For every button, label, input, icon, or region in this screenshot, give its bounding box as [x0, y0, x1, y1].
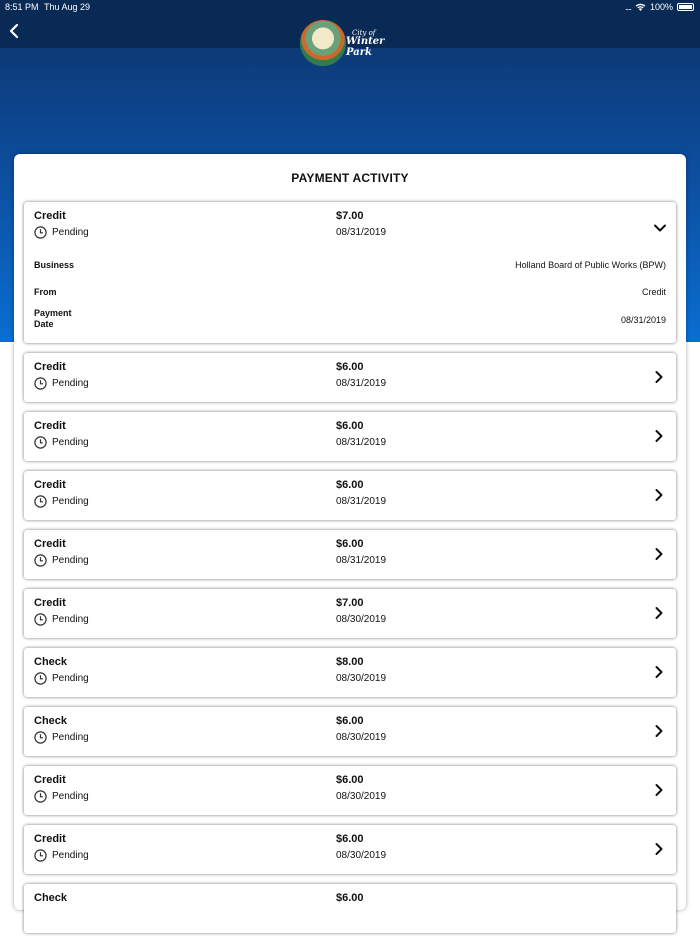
- status-text: Pending: [52, 732, 89, 743]
- payment-status: [34, 377, 89, 390]
- clock-icon: [34, 436, 47, 449]
- payment-type: Check: [34, 656, 68, 668]
- detail-value: Credit: [641, 287, 666, 297]
- payment-list: [24, 202, 676, 943]
- detail-label: Business: [34, 260, 75, 270]
- payment-item[interactable]: [24, 884, 676, 933]
- page-title: PAYMENT ACTIVITY: [291, 171, 409, 185]
- chevron-right-icon[interactable]: [652, 547, 666, 561]
- payment-date: 08/31/2019: [336, 437, 387, 448]
- chevron-right-icon[interactable]: [652, 606, 666, 620]
- payment-status: [34, 226, 89, 239]
- logo-seal-icon: [300, 20, 346, 66]
- clock-icon: [34, 849, 47, 862]
- status-text: Pending: [52, 437, 89, 448]
- chevron-right-icon[interactable]: [652, 665, 666, 679]
- clock-icon: [34, 495, 47, 508]
- payment-type: Credit: [34, 833, 66, 845]
- payment-type: Credit: [34, 774, 66, 786]
- status-text: Pending: [52, 227, 89, 238]
- payment-status: [34, 790, 89, 803]
- battery-icon: [677, 3, 694, 11]
- status-date: Thu Aug 29: [44, 2, 91, 12]
- payment-amount: $6.00: [336, 892, 364, 904]
- payment-amount: $7.00: [336, 597, 364, 609]
- status-bar: [0, 0, 700, 14]
- chevron-right-icon[interactable]: [652, 429, 666, 443]
- status-text: Pending: [52, 850, 89, 861]
- chevron-right-icon[interactable]: [652, 370, 666, 384]
- payment-date: 08/30/2019: [336, 673, 387, 684]
- payment-item-expanded[interactable]: [24, 202, 676, 343]
- status-text: Pending: [52, 791, 89, 802]
- payment-amount: $8.00: [336, 656, 364, 668]
- payment-status: [34, 613, 89, 626]
- payment-item[interactable]: [24, 471, 676, 520]
- payment-item[interactable]: [24, 825, 676, 874]
- clock-icon: [34, 672, 47, 685]
- payment-status: [34, 672, 89, 685]
- detail-label: Payment Date: [34, 308, 72, 329]
- payment-type: Credit: [34, 210, 66, 222]
- status-text: Pending: [52, 496, 89, 507]
- payment-item[interactable]: [24, 589, 676, 638]
- payment-activity-card: [14, 154, 686, 910]
- payment-type: Check: [34, 715, 68, 727]
- status-text: Pending: [52, 614, 89, 625]
- status-text: Pending: [52, 378, 89, 389]
- chevron-right-icon[interactable]: [652, 488, 666, 502]
- navigation-bar: [0, 0, 700, 58]
- payment-date: 08/30/2019: [336, 791, 387, 802]
- detail-value: Holland Board of Public Works (BPW): [515, 260, 666, 270]
- payment-amount: $6.00: [336, 479, 364, 491]
- chevron-right-icon[interactable]: [652, 724, 666, 738]
- payment-type: Credit: [34, 597, 66, 609]
- payment-type: Credit: [34, 420, 66, 432]
- clock-icon: [34, 554, 47, 567]
- status-text: Pending: [52, 555, 89, 566]
- payment-amount: $7.00: [336, 210, 364, 222]
- payment-type: Credit: [34, 361, 66, 373]
- payment-type: Credit: [34, 479, 66, 491]
- payment-date: 08/30/2019: [336, 850, 387, 861]
- payment-amount: $6.00: [336, 420, 364, 432]
- logo-text-small: City of: [352, 29, 376, 37]
- payment-date: 08/31/2019: [336, 555, 387, 566]
- payment-item[interactable]: [24, 766, 676, 815]
- back-chevron-icon[interactable]: [7, 22, 23, 40]
- status-text: Pending: [52, 673, 89, 684]
- payment-item[interactable]: [24, 353, 676, 402]
- status-time: 8:51 PM: [5, 2, 39, 12]
- detail-value: 08/31/2019: [620, 315, 666, 325]
- logo-text-name: Winter Park: [346, 36, 385, 58]
- wifi-icon: [635, 3, 646, 11]
- payment-status: [34, 436, 89, 449]
- chevron-right-icon[interactable]: [652, 842, 666, 856]
- detail-label: From: [34, 287, 57, 297]
- payment-item[interactable]: [24, 530, 676, 579]
- payment-type: Check: [34, 892, 68, 904]
- clock-icon: [34, 731, 47, 744]
- city-logo: [298, 20, 398, 58]
- cellular-icon: ....: [624, 2, 631, 12]
- payment-type: Credit: [34, 538, 66, 550]
- payment-amount: $6.00: [336, 774, 364, 786]
- payment-item[interactable]: [24, 648, 676, 697]
- payment-date: 08/30/2019: [336, 614, 387, 625]
- payment-date: 08/31/2019: [336, 378, 387, 389]
- chevron-down-icon[interactable]: [653, 221, 667, 235]
- payment-amount: $6.00: [336, 833, 364, 845]
- payment-amount: $6.00: [336, 538, 364, 550]
- payment-status: [34, 495, 89, 508]
- status-indicators: [625, 2, 694, 12]
- payment-date: 08/31/2019: [336, 227, 387, 238]
- payment-date: 08/31/2019: [336, 496, 387, 507]
- chevron-right-icon[interactable]: [652, 783, 666, 797]
- payment-item[interactable]: [24, 707, 676, 756]
- clock-icon: [34, 377, 47, 390]
- payment-amount: $6.00: [336, 715, 364, 727]
- clock-icon: [34, 226, 47, 239]
- payment-status: [34, 849, 89, 862]
- payment-item[interactable]: [24, 412, 676, 461]
- payment-amount: $6.00: [336, 361, 364, 373]
- payment-status: [34, 554, 89, 567]
- payment-date: 08/30/2019: [336, 732, 387, 743]
- payment-status: [34, 731, 89, 744]
- clock-icon: [34, 613, 47, 626]
- battery-percent: 100%: [649, 2, 673, 12]
- clock-icon: [34, 790, 47, 803]
